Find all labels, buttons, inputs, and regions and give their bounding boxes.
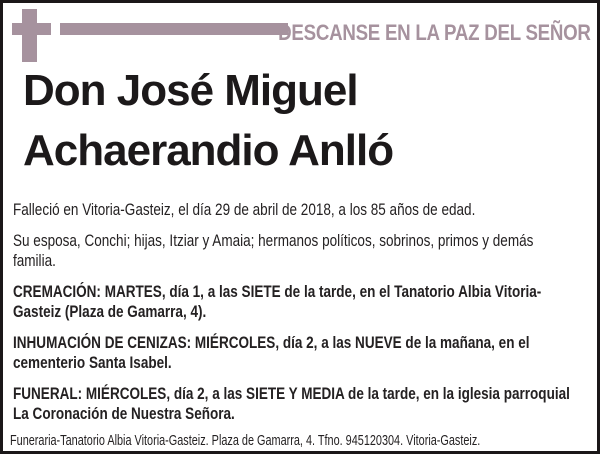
family-paragraph: Su esposa, Conchi; hijas, Itziar y Amaia; hermanos políticos, sobrinos, primos y demás familia. xyxy=(13,232,534,270)
cross-horizontal-arm xyxy=(12,23,51,35)
cremation-paragraph: CREMACIÓN: MARTES, día 1, a las SIETE de la tarde, en el Tanatorio Albia Vitoria-Gasteiz (Plaza de Gamarra, 4). xyxy=(13,283,542,321)
death-announcement-paragraph: Falleció en Vitoria-Gasteiz, el día 29 de abril de 2018, a los 85 años de edad. xyxy=(13,201,476,219)
funeral-paragraph: FUNERAL: MIÉRCOLES, día 2, a las SIETE Y MEDIA de la tarde, en la iglesia parroquial La Coronación de Nuestra Señora. xyxy=(13,385,570,423)
inhumation-paragraph: INHUMACIÓN DE CENIZAS: MIÉRCOLES, día 2, a las NUEVE de la mañana, en el cementerio Santa Isabel. xyxy=(13,334,530,372)
header-motto: DESCANSE EN LA PAZ DEL SEÑOR xyxy=(278,20,591,45)
deceased-name: Don José Miguel Achaerandio Anlló xyxy=(23,66,394,175)
cross-vertical-arm xyxy=(22,9,37,62)
funeral-home-footer: Funeraria-Tanatorio Albia Vitoria-Gasteiz. Plaza de Gamarra, 4. Tfno. 945120304. Vitoria-Gasteiz. xyxy=(10,433,481,449)
header-divider-bar xyxy=(60,23,288,35)
